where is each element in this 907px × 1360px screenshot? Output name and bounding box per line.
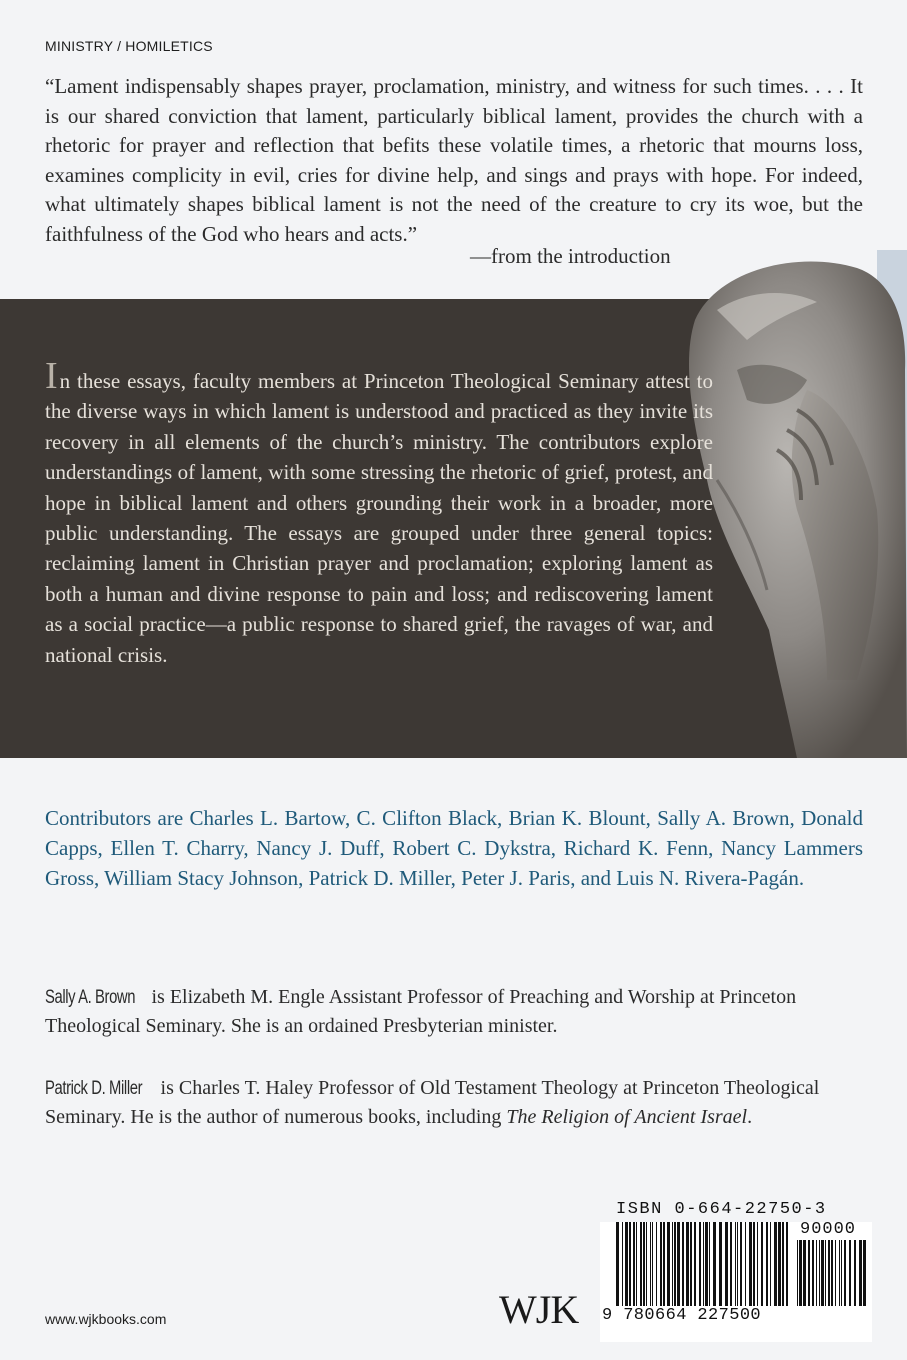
barcode-bar	[713, 1222, 716, 1306]
intro-quote: “Lament indispensably shapes prayer, proclamation, ministry, and witness for such times. . . . It is our shared conviction that lament, particularly biblical lament, provides the church with a rhetoric for prayer and reflection that befits these volatile times, a rhetoric that mourns loss, examines complicity in evil, cries for divine help, and sings and prays with hope. For indeed, what ultimately shapes biblical lament is not the need of the creature to cry its woe, but the faithfulness of the God who hears and acts.”	[45, 74, 863, 246]
contributors-list: Contributors are Charles L. Bartow, C. Clifton Black, Brian K. Blount, Sally A. Brown, Donald Capps, Ellen T. Charry, Nancy J. Duff, Robert C. Dykstra, Richard K. Fenn, Nancy Lammers Gross, William Stacy Johnson, Patrick D. Miller, Peter J. Paris, and Luis N. Rivera-Pagán.	[45, 806, 863, 890]
barcode-bar	[690, 1222, 692, 1306]
barcode-bar	[652, 1222, 653, 1306]
barcode-bar	[825, 1240, 826, 1306]
barcode-bar	[841, 1240, 842, 1306]
barcode-bar	[844, 1240, 846, 1306]
barcode-bar	[730, 1222, 732, 1306]
author-bio-text: is Elizabeth M. Engle Assistant Professor of Preaching and Worship at Princeton Theological Seminary. She is an ordained Presbyterian minister.	[45, 986, 797, 1037]
barcode-icon	[616, 1222, 796, 1310]
barcode-bar	[839, 1240, 840, 1306]
barcode-bar	[821, 1240, 824, 1306]
author-bio-text: is Charles T. Haley Professor of Old Testament Theology at Princeton Theological Seminary. He is the author of numerous books, including	[45, 1077, 820, 1128]
author-name: Sally A. Brown	[45, 987, 136, 1008]
barcode-bar	[774, 1222, 777, 1306]
barcode-bar	[660, 1222, 662, 1306]
barcode-bar	[646, 1222, 647, 1306]
barcode-bar	[640, 1222, 642, 1306]
barcode-bar	[699, 1222, 701, 1306]
author-bio-end: .	[747, 1106, 753, 1128]
price-code: 90000	[800, 1220, 857, 1239]
barcode-bar	[828, 1240, 830, 1306]
barcode-bar	[745, 1222, 746, 1306]
barcode-bar	[761, 1222, 763, 1306]
barcode-bar	[677, 1222, 680, 1306]
barcode-bar	[782, 1222, 784, 1306]
barcode-bar	[737, 1222, 738, 1306]
barcode-bar	[749, 1222, 752, 1306]
barcode-bar	[819, 1240, 820, 1306]
barcode-bar	[757, 1222, 758, 1306]
barcode-bar	[656, 1222, 657, 1306]
publisher-logo: WJK	[499, 1287, 579, 1332]
book-title: The Religion of Ancient Israel	[506, 1106, 748, 1128]
barcode-bar	[667, 1222, 670, 1306]
isbn-label: ISBN 0-664-22750-3	[616, 1200, 827, 1219]
author-bio-1	[45, 983, 867, 1040]
barcode-bar	[859, 1240, 862, 1306]
author-bio-2	[45, 1074, 867, 1131]
barcode-addon-icon	[797, 1240, 869, 1310]
publisher-website[interactable]: www.wjkbooks.com	[45, 1311, 167, 1327]
barcode-bar	[625, 1222, 628, 1306]
barcode-bar	[740, 1222, 742, 1306]
barcode-bar	[799, 1240, 802, 1306]
category-label: MINISTRY / HOMILETICS	[45, 38, 213, 54]
barcode-bar	[663, 1222, 665, 1306]
barcode-bar	[643, 1222, 645, 1306]
barcode-bar	[686, 1222, 689, 1306]
book-description	[45, 355, 713, 670]
barcode-bar	[650, 1222, 651, 1306]
barcode-bar	[808, 1240, 810, 1306]
barcode-bar	[835, 1240, 836, 1306]
barcode-bar	[629, 1222, 631, 1306]
drop-cap: I	[45, 355, 58, 397]
barcode-bar	[803, 1240, 806, 1306]
barcode-bar	[694, 1222, 696, 1306]
barcode-bar	[636, 1222, 637, 1306]
barcode-bar	[622, 1222, 623, 1306]
barcode-bar	[709, 1222, 710, 1306]
author-name: Patrick D. Miller	[45, 1078, 143, 1099]
barcode-bar	[705, 1222, 708, 1306]
barcode-bar	[735, 1222, 736, 1306]
barcode-bar	[778, 1222, 781, 1306]
ean-digits: 9 780664 227500	[602, 1306, 762, 1325]
barcode-bar	[633, 1222, 635, 1306]
barcode-bar	[797, 1240, 798, 1306]
barcode-bar	[854, 1240, 856, 1306]
barcode-bar	[682, 1222, 684, 1306]
barcode-bar	[766, 1222, 768, 1306]
quote-attribution: —from the introduction	[470, 244, 671, 268]
barcode-bar	[616, 1222, 619, 1306]
barcode-bar	[753, 1222, 755, 1306]
description-text: n these essays, faculty members at Princeton Theological Seminary attest to the diverse ways in which lament is understood and practiced as they invite its recovery in all elements of the church’s ministry. The contributors explore understandings of lament, with some stressing the rhetoric of grief, protest, and hope in biblical lament and others grounding their work in a broader, more public understanding. The essays are grouped under three general topics: reclaiming lament in Christian prayer and proclamation; exploring lament as both a human and divine response to pain and loss; and rediscovering lament as a social practice—a public response to shared grief, the ravages of war, and national crisis.	[45, 369, 713, 667]
barcode-bar	[703, 1222, 704, 1306]
barcode-bar	[674, 1222, 676, 1306]
barcode-bar	[770, 1222, 771, 1306]
barcode-bar	[786, 1222, 788, 1306]
barcode-bar	[816, 1240, 817, 1306]
barcode-bar	[831, 1240, 833, 1306]
barcode-bar	[672, 1222, 673, 1306]
barcode-bar	[719, 1222, 722, 1306]
barcode-bar	[863, 1240, 866, 1306]
barcode-bar	[849, 1240, 851, 1306]
barcode-bar	[725, 1222, 728, 1306]
barcode-bar	[812, 1240, 814, 1306]
